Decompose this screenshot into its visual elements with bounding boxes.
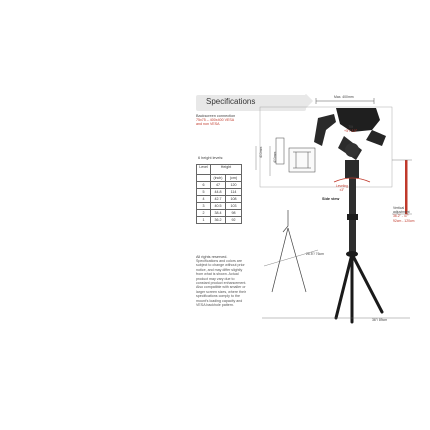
vertical-adjustment-label [393, 206, 414, 223]
tilt-range: +5°/-10° [344, 129, 358, 134]
leveling-label [336, 185, 348, 193]
height-header-label: Height [220, 165, 232, 169]
rights-line: notice, and may differ slightly [196, 267, 243, 272]
vertical-title: Vertical [393, 206, 405, 210]
adj-range-cm: 92cm - 120cm [393, 218, 415, 223]
vesa-plate-sketch [276, 138, 315, 172]
inch-cell: 36.2 [211, 217, 226, 224]
unit-inch: (inch) [211, 175, 226, 182]
leveling-title: Leveling [336, 184, 348, 188]
mount-head [314, 108, 386, 178]
foot-spread-dimension [262, 250, 410, 318]
tilt-label [344, 125, 357, 133]
leg-hub [346, 251, 358, 257]
rights-line: Also compatible with smaller or [196, 285, 246, 290]
rights-title: All rights reserved. [196, 255, 228, 259]
cm-cell: 98 [226, 210, 242, 217]
level-cell: 2 [197, 210, 211, 217]
adj-range-inch: 36.2" - 47" [393, 214, 409, 219]
backscreen-vesa: 75x75 – 400x400 VESA [196, 118, 235, 122]
dim-b-label: 400mm [273, 151, 277, 163]
rights-line: larger screen sizes, where their [196, 289, 246, 294]
foot-span-label: 36"/ 89cm [372, 318, 388, 322]
backscreen-title: Backscreen connection [196, 114, 236, 118]
rights-line: specifications comply to the [196, 294, 240, 299]
level-cell: 3 [197, 203, 211, 210]
rights-line: VESA backhole pattern. [196, 303, 234, 308]
cm-cell: 114 [226, 189, 242, 196]
inch-cell: 47 [211, 182, 226, 189]
specifications-title: Specifications [206, 97, 256, 106]
inch-cell: 38.4 [211, 210, 226, 217]
adjustment-title: adjustment [393, 210, 410, 215]
cm-cell: 92 [226, 217, 242, 224]
level-cell: 6 [197, 182, 211, 189]
rights-line: subject to change without prior [196, 263, 245, 268]
rights-line: mount's loading capacity and [196, 298, 243, 303]
side-view-label: Side view [322, 197, 340, 201]
pole-clamp [347, 214, 358, 220]
level-cell: 4 [197, 196, 211, 203]
inch-cell: 44.8 [211, 189, 226, 196]
level-cell: 5 [197, 189, 211, 196]
cm-cell: 103 [226, 203, 242, 210]
rights-line: from what is shown. Actual [196, 272, 239, 277]
height-levels-title: 6 height levels: [198, 156, 224, 160]
unit-cm: (cm) [226, 175, 242, 182]
rights-line: product may vary due to [196, 276, 235, 281]
cm-cell: 108 [226, 196, 242, 203]
cm-cell: 120 [226, 182, 242, 189]
foot-spread-label: 26.5"/ 76cm [306, 252, 324, 256]
dim-a-label: 400mm [259, 146, 263, 158]
rights-line: constant product enhancement. [196, 281, 247, 286]
tilt-title: Tilt [348, 125, 353, 129]
max-width-label: Max. 400mm [334, 95, 354, 99]
tripod-legs [336, 254, 382, 322]
inch-cell: 40.5 [211, 203, 226, 210]
level-cell: 1 [197, 217, 211, 224]
level-header: Level [197, 165, 211, 175]
backscreen-non-vesa: and non VESA [196, 122, 220, 127]
leveling-range: ±3° [339, 187, 345, 192]
side-view-silhouette [272, 210, 306, 292]
inch-cell: 42.7 [211, 196, 226, 203]
rights-line: Specifications and colors are [196, 259, 242, 263]
